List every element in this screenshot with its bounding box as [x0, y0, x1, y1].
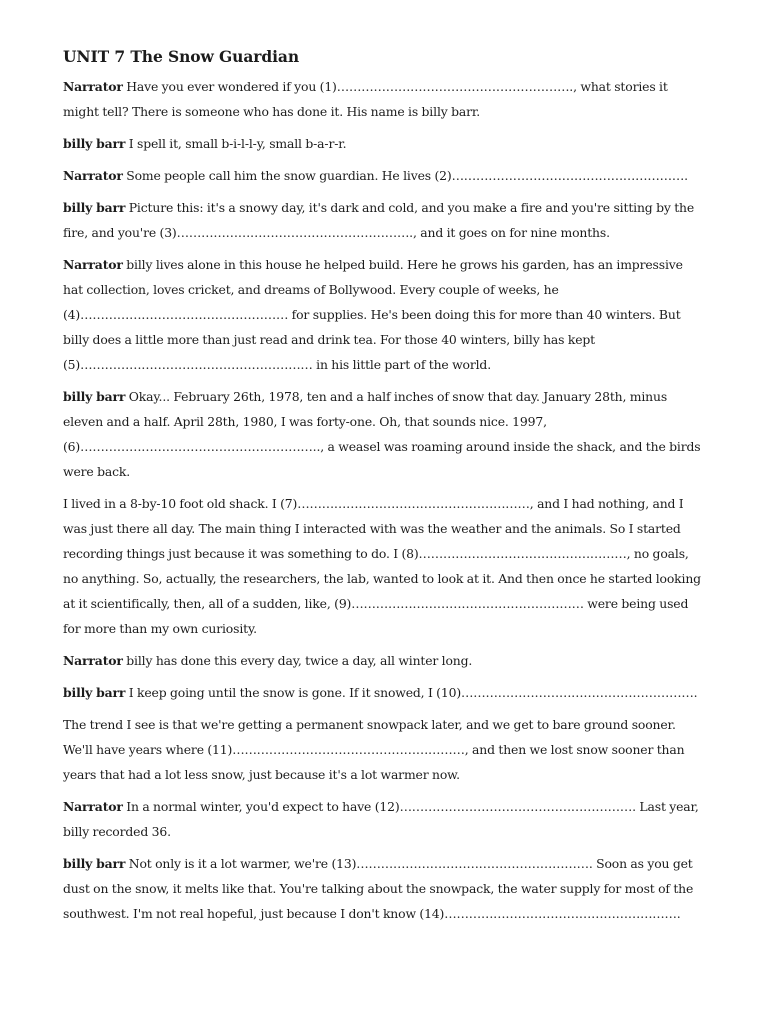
speaker-label: Narrator — [63, 257, 123, 272]
transcript-paragraph — [63, 252, 706, 377]
speaker-label: Narrator — [63, 79, 123, 94]
paragraph-text: The trend I see is that we're getting a permanent snowpack later, and we get to bare ground sooner. We'll have years where (11)…………………………………………………, and then we lost snow sooner than years that had a lot less snow, just because it's a lot warmer now. — [63, 717, 685, 782]
transcript-paragraph — [63, 74, 706, 124]
transcript-body — [63, 74, 706, 926]
speaker-label: billy barr — [63, 200, 126, 215]
paragraph-text: billy lives alone in this house he helped build. Here he grows his garden, has an impressive hat collection, loves cricket, and dreams of Bollywood. Every couple of weeks, he (4)…………………………………………… for supplies. He's been doing this for more than 40 winters. But billy does a little more than just read and drink tea. For those 40 winters, billy has kept (5)………………………………………………… in his little part of the world. — [63, 257, 683, 372]
paragraph-text: I spell it, small b-i-l-l-y, small b-a-r-r. — [128, 136, 347, 151]
speaker-label: Narrator — [63, 799, 123, 814]
transcript-paragraph — [63, 491, 706, 641]
speaker-label: billy barr — [63, 136, 126, 151]
paragraph-text: Not only is it a lot warmer, we're (13)…………………………………………………. Soon as you get dust on the snow, it melts like that. You're talking about the snowpack, the water supply for most of the southwest. I'm not real hopeful, just because I don't know (14)…………………………………………………. — [63, 856, 694, 921]
page-title: UNIT 7 The Snow Guardian — [63, 47, 300, 66]
paragraph-text: billy has done this every day, twice a day, all winter long. — [126, 653, 473, 668]
speaker-label: billy barr — [63, 685, 126, 700]
transcript-paragraph — [63, 195, 706, 245]
paragraph-text: I lived in a 8-by-10 foot old shack. I (7)…………………………………………………, and I had nothing, and I was just there all day. The main thing I interacted with was the weather and the animals. So I started recording things just because it was something to do. I (8)……………………………………………, no goals, no anything. So, actually, the researchers, the lab, wanted to look at it. And then once he started looking at it scientifically, then, all of a sudden, like, (9)………………………………………………… were being used for more than my own curiosity. — [63, 496, 701, 636]
paragraph-text: Some people call him the snow guardian. He lives (2)…………………………………………………. — [126, 168, 688, 183]
transcript-paragraph — [63, 851, 706, 926]
transcript-paragraph — [63, 712, 706, 787]
speaker-label: billy barr — [63, 389, 126, 404]
transcript-paragraph — [63, 163, 706, 188]
transcript-paragraph — [63, 648, 706, 673]
transcript-paragraph — [63, 384, 706, 484]
speaker-label: Narrator — [63, 168, 123, 183]
paragraph-text: Have you ever wondered if you (1)…………………………………………………., what stories it might tell? There is someone who has done it. His name is billy barr. — [63, 79, 668, 119]
paragraph-text: Okay... February 26th, 1978, ten and a half inches of snow that day. January 28th, minus eleven and a half. April 28th, 1980, I was forty-one. Oh, that sounds nice. 1997, (6)………………………………………………….., a weasel was roaming around inside the shack, and the birds were back. — [63, 389, 701, 479]
speaker-label: billy barr — [63, 856, 126, 871]
paragraph-text: I keep going until the snow is gone. If it snowed, I (10)…………………………………………………. — [128, 685, 698, 700]
transcript-paragraph — [63, 131, 706, 156]
speaker-label: Narrator — [63, 653, 123, 668]
transcript-paragraph — [63, 794, 706, 844]
transcript-paragraph — [63, 680, 706, 705]
paragraph-text: Picture this: it's a snowy day, it's dark and cold, and you make a fire and you're sitting by the fire, and you're (3)…………………………………………………., and it goes on for nine months. — [63, 200, 695, 240]
paragraph-text: In a normal winter, you'd expect to have (12)…………………………………………………. Last year, billy recorded 36. — [63, 799, 699, 839]
